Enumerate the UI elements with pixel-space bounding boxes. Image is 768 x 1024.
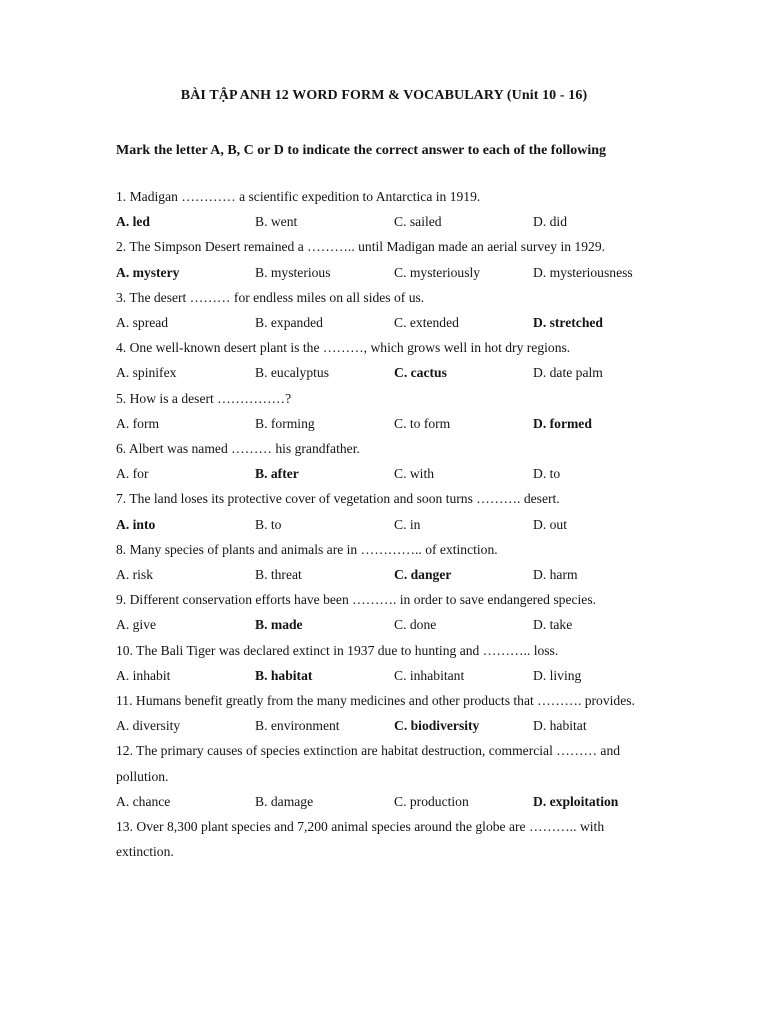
question-item bbox=[116, 386, 656, 436]
answer-option: A. for bbox=[116, 466, 149, 482]
answer-options bbox=[116, 209, 656, 234]
question-text: 13. Over 8,300 plant species and 7,200 animal species around the globe are ……….. with extinction. bbox=[116, 818, 605, 860]
answer-option-correct: C. cactus bbox=[394, 365, 447, 381]
question-item bbox=[116, 814, 656, 864]
question-item bbox=[116, 638, 656, 688]
answer-option: D. date palm bbox=[533, 365, 603, 381]
answer-option: C. sailed bbox=[394, 214, 442, 230]
answer-options bbox=[116, 663, 656, 688]
answer-option: C. done bbox=[394, 617, 437, 633]
question-item bbox=[116, 234, 656, 284]
answer-option: D. to bbox=[533, 466, 561, 482]
question-item bbox=[116, 436, 656, 486]
question-text: 3. The desert ……… for endless miles on all sides of us. bbox=[116, 289, 425, 305]
answer-options bbox=[116, 713, 656, 738]
answer-option: B. mysterious bbox=[255, 264, 331, 280]
answer-option: D. harm bbox=[533, 566, 578, 582]
question-text: 11. Humans benefit greatly from the many medicines and other products that ………. provides. bbox=[116, 692, 635, 708]
answer-option: B. eucalyptus bbox=[255, 365, 329, 381]
answer-option: A. give bbox=[116, 617, 157, 633]
answer-options bbox=[116, 512, 656, 537]
answer-option-correct: C. danger bbox=[394, 566, 452, 582]
answer-option: C. inhabitant bbox=[394, 667, 465, 683]
answer-option: D. living bbox=[533, 667, 582, 683]
answer-options bbox=[116, 260, 656, 285]
answer-option: B. expanded bbox=[255, 314, 323, 330]
answer-option-correct: A. into bbox=[116, 516, 156, 532]
question-item bbox=[116, 688, 656, 738]
answer-option: A. chance bbox=[116, 793, 171, 809]
answer-option: A. form bbox=[116, 415, 160, 431]
answer-option: D. mysteriousness bbox=[533, 264, 633, 280]
question-item bbox=[116, 587, 656, 637]
answer-option: B. threat bbox=[255, 566, 302, 582]
answer-options bbox=[116, 612, 656, 637]
question-text: 9. Different conservation efforts have been ………. in order to save endangered species. bbox=[116, 592, 597, 608]
answer-option-correct: A. mystery bbox=[116, 264, 180, 280]
answer-option: C. to form bbox=[394, 415, 451, 431]
question-text: 6. Albert was named ……… his grandfather. bbox=[116, 440, 360, 456]
instruction-text: Mark the letter A, B, C or D to indicate the correct answer to each of the following bbox=[116, 143, 607, 158]
answer-option-correct: A. led bbox=[116, 214, 150, 230]
question-item bbox=[116, 486, 656, 536]
question-text: 7. The land loses its protective cover of vegetation and soon turns ………. desert. bbox=[116, 491, 560, 507]
question-text: 8. Many species of plants and animals are in ………….. of extinction. bbox=[116, 541, 498, 557]
question-list bbox=[116, 184, 656, 864]
answer-options bbox=[116, 411, 656, 436]
answer-option: C. extended bbox=[394, 314, 459, 330]
answer-option: A. diversity bbox=[116, 718, 181, 734]
answer-option: D. did bbox=[533, 214, 567, 230]
answer-option-correct: B. made bbox=[255, 617, 303, 633]
answer-option: B. went bbox=[255, 214, 298, 230]
question-text: 5. How is a desert ……………? bbox=[116, 390, 292, 406]
answer-option: D. take bbox=[533, 617, 573, 633]
answer-option: A. risk bbox=[116, 566, 154, 582]
question-text: 12. The primary causes of species extinction are habitat destruction, commercial ……… and pollution. bbox=[116, 743, 621, 784]
answer-option: A. spinifex bbox=[116, 365, 177, 381]
answer-option-correct: D. formed bbox=[533, 415, 592, 431]
question-text: 1. Madigan ………… a scientific expedition to Antarctica in 1919. bbox=[116, 189, 481, 204]
question-text: 4. One well-known desert plant is the ………, which grows well in hot dry regions. bbox=[116, 340, 571, 356]
answer-option: D. habitat bbox=[533, 718, 587, 734]
answer-option: C. with bbox=[394, 466, 435, 482]
answer-option-correct: D. exploitation bbox=[533, 793, 619, 809]
question-item bbox=[116, 184, 656, 234]
answer-options bbox=[116, 789, 656, 814]
answer-options bbox=[116, 360, 656, 385]
question-text: 2. The Simpson Desert remained a ……….. until Madigan made an aerial survey in 1929. bbox=[116, 239, 606, 255]
question-item bbox=[116, 285, 656, 335]
answer-option-correct: C. biodiversity bbox=[394, 718, 480, 734]
question-item bbox=[116, 738, 656, 814]
answer-option: A. inhabit bbox=[116, 667, 171, 683]
question-item bbox=[116, 537, 656, 587]
answer-option-correct: D. stretched bbox=[533, 314, 603, 330]
question-item bbox=[116, 335, 656, 385]
page-title: BÀI TẬP ANH 12 WORD FORM & VOCABULARY (Unit 10 - 16) bbox=[180, 88, 588, 103]
question-text: 10. The Bali Tiger was declared extinct in 1937 due to hunting and ……….. loss. bbox=[116, 642, 559, 658]
answer-option: C. production bbox=[394, 793, 469, 809]
answer-option-correct: B. habitat bbox=[255, 667, 313, 683]
answer-options bbox=[116, 562, 656, 587]
answer-option: A. spread bbox=[116, 314, 169, 330]
answer-option-correct: B. after bbox=[255, 466, 299, 482]
answer-option: D. out bbox=[533, 516, 567, 532]
answer-option: B. environment bbox=[255, 718, 340, 734]
answer-option: B. to bbox=[255, 516, 282, 532]
answer-options bbox=[116, 461, 656, 486]
answer-option: B. damage bbox=[255, 793, 314, 809]
answer-option: C. mysteriously bbox=[394, 264, 481, 280]
answer-options bbox=[116, 310, 656, 335]
answer-option: B. forming bbox=[255, 415, 315, 431]
answer-option: C. in bbox=[394, 516, 421, 532]
